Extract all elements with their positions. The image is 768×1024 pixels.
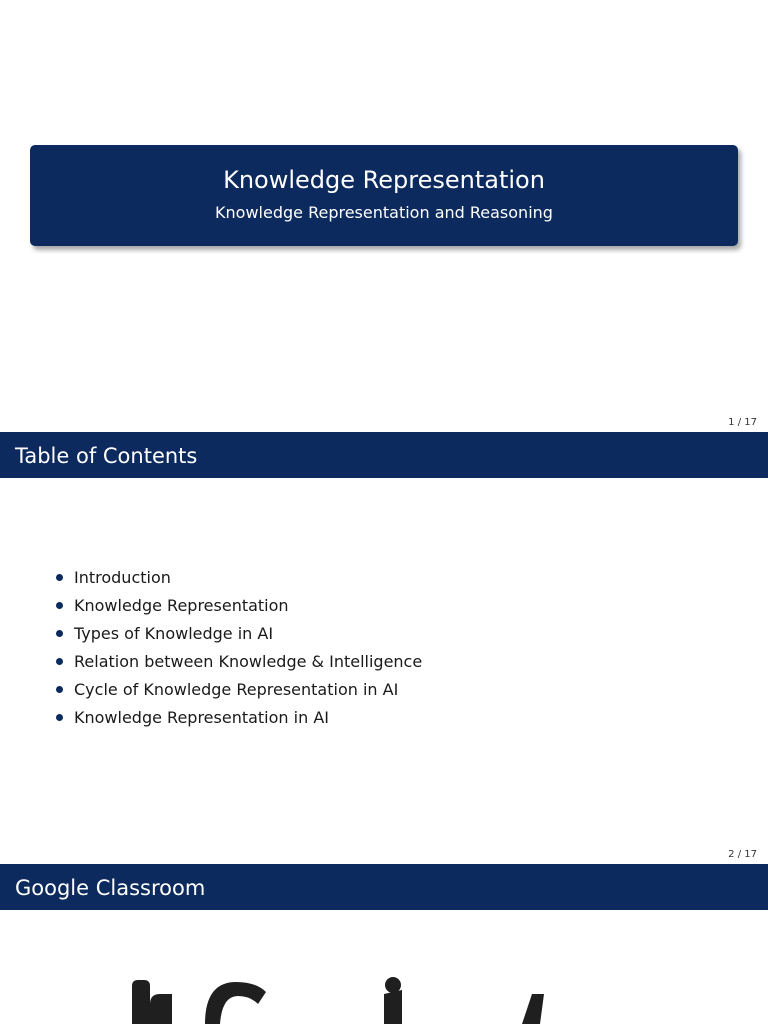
slide-2 bbox=[0, 432, 768, 864]
frame-title: Table of Contents bbox=[15, 444, 198, 468]
list-item bbox=[55, 704, 422, 732]
frame-title-bar bbox=[0, 432, 768, 478]
slide-1 bbox=[0, 0, 768, 432]
bullet-icon bbox=[56, 630, 63, 637]
list-item bbox=[55, 648, 422, 676]
toc-item-label: Cycle of Knowledge Representation in AI bbox=[74, 680, 399, 699]
frame-title: Google Classroom bbox=[15, 876, 206, 900]
cropped-graphic-shapes bbox=[132, 977, 544, 1024]
classroom-graphic bbox=[0, 964, 768, 1024]
presentation-subtitle: Knowledge Representation and Reasoning bbox=[215, 203, 553, 222]
bullet-icon bbox=[56, 602, 63, 609]
toc-item-label: Knowledge Representation in AI bbox=[74, 708, 329, 727]
bullet-icon bbox=[56, 574, 63, 581]
presentation-title: Knowledge Representation bbox=[223, 166, 545, 194]
page-number: 2 / 17 bbox=[728, 849, 757, 860]
frame-title-bar bbox=[0, 864, 768, 910]
toc-item-label: Types of Knowledge in AI bbox=[74, 624, 274, 643]
table-of-contents-list bbox=[55, 564, 422, 732]
bullet-icon bbox=[56, 686, 63, 693]
list-item bbox=[55, 676, 422, 704]
toc-item-label: Introduction bbox=[74, 568, 171, 587]
list-item bbox=[55, 592, 422, 620]
bullet-icon bbox=[56, 714, 63, 721]
bullet-icon bbox=[56, 658, 63, 665]
page-number: 1 / 17 bbox=[728, 417, 757, 428]
list-item bbox=[55, 620, 422, 648]
list-item bbox=[55, 564, 422, 592]
toc-item-label: Relation between Knowledge & Intelligence bbox=[74, 652, 423, 671]
title-block bbox=[30, 145, 738, 246]
toc-item-label: Knowledge Representation bbox=[74, 596, 289, 615]
slide-3 bbox=[0, 864, 768, 1024]
